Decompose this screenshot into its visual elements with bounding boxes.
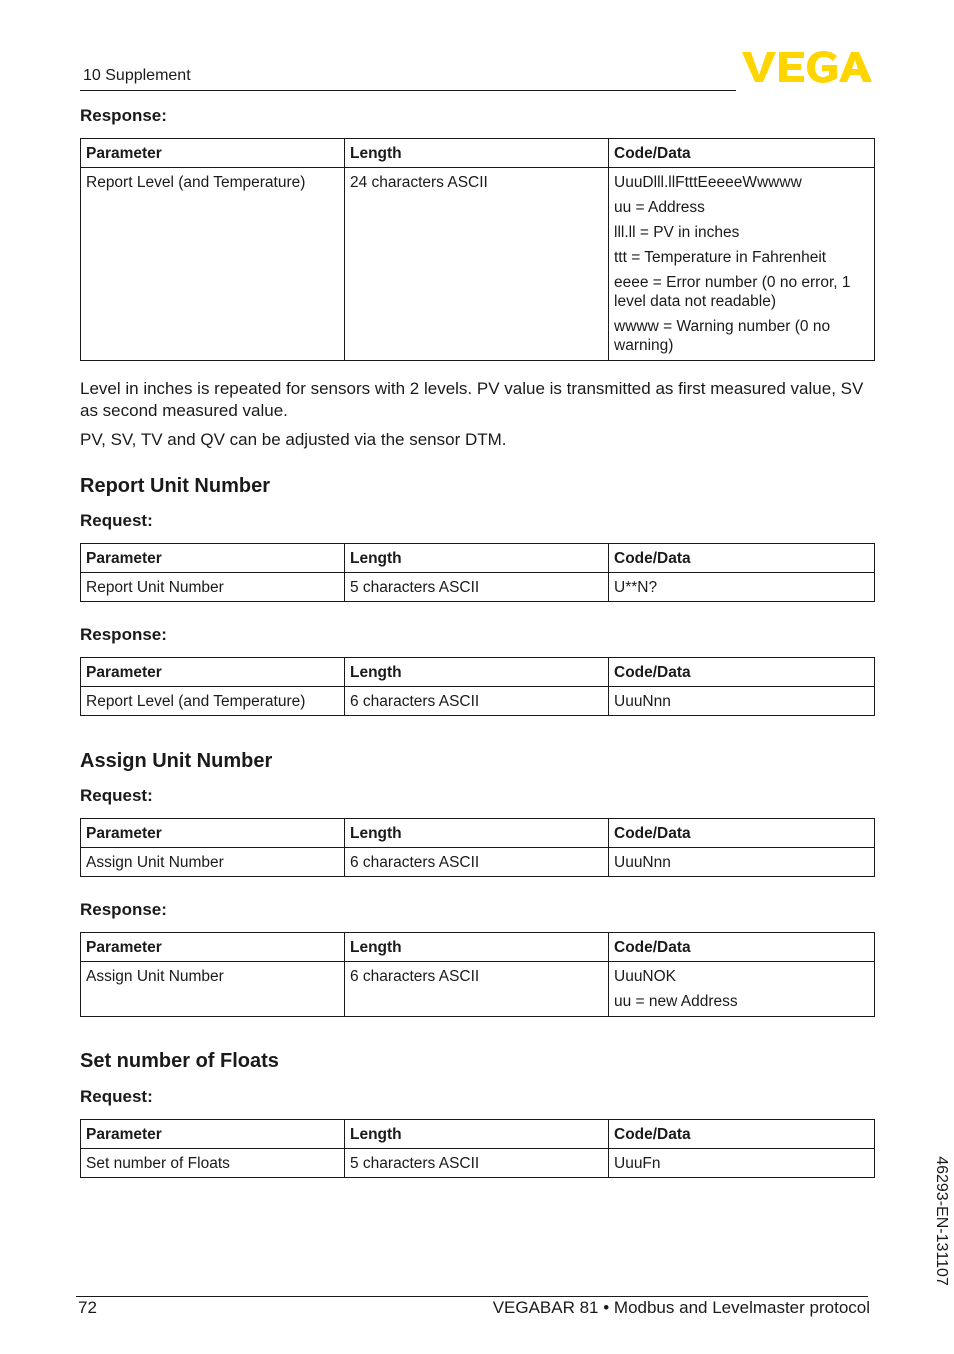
header-length: Length bbox=[345, 139, 609, 168]
header-parameter: Parameter bbox=[81, 544, 345, 573]
response-label: Response: bbox=[80, 900, 167, 919]
cell-length: 6 characters ASCII bbox=[345, 962, 609, 1017]
header-code-data: Code/Data bbox=[609, 658, 875, 687]
header-length: Length bbox=[345, 1120, 609, 1149]
footer-divider bbox=[76, 1296, 868, 1297]
request-table-assign-unit bbox=[80, 818, 875, 877]
cell-parameter: Report Unit Number bbox=[81, 573, 345, 602]
cell-length: 5 characters ASCII bbox=[345, 573, 609, 602]
header-length: Length bbox=[345, 933, 609, 962]
running-header-section: 10 Supplement bbox=[83, 67, 191, 84]
cell-parameter: Report Level (and Temperature) bbox=[81, 687, 345, 716]
table-row bbox=[81, 573, 875, 602]
code-line: lll.ll = PV in inches bbox=[614, 224, 740, 241]
code-line: uu = Address bbox=[614, 199, 705, 216]
header-code-data: Code/Data bbox=[609, 139, 875, 168]
code-line: eeee = Error number (0 no error, 1 level data not readable) bbox=[614, 274, 851, 310]
request-label: Request: bbox=[80, 1087, 153, 1106]
section-heading-report-unit-number: Report Unit Number bbox=[80, 475, 270, 497]
header-code-data: Code/Data bbox=[609, 544, 875, 573]
cell-code-data: U**N? bbox=[609, 573, 875, 602]
cell-code-data bbox=[609, 168, 875, 361]
cell-length: 6 characters ASCII bbox=[345, 848, 609, 877]
cell-length: 24 characters ASCII bbox=[345, 168, 609, 361]
code-line: UuuNOK bbox=[614, 968, 677, 985]
response-table-assign-unit bbox=[80, 932, 875, 1017]
cell-length: 5 characters ASCII bbox=[345, 1149, 609, 1178]
vega-logo bbox=[742, 50, 872, 84]
table-header-row bbox=[81, 1120, 875, 1149]
header-parameter: Parameter bbox=[81, 933, 345, 962]
table-header-row bbox=[81, 139, 875, 168]
header-divider bbox=[80, 90, 736, 91]
section-heading-assign-unit-number: Assign Unit Number bbox=[80, 750, 273, 772]
section-heading-set-number-of-floats: Set number of Floats bbox=[80, 1050, 279, 1072]
request-label: Request: bbox=[80, 511, 153, 530]
header-parameter: Parameter bbox=[81, 658, 345, 687]
cell-parameter: Assign Unit Number bbox=[81, 962, 345, 1017]
response-table-report-unit bbox=[80, 657, 875, 716]
cell-code-data: UuuNnn bbox=[609, 687, 875, 716]
document-code-vertical: 46293-EN-131107 bbox=[932, 1156, 950, 1286]
table-header-row bbox=[81, 819, 875, 848]
request-label: Request: bbox=[80, 786, 153, 805]
header-code-data: Code/Data bbox=[609, 933, 875, 962]
document-title: VEGABAR 81 • Modbus and Levelmaster protocol bbox=[492, 1298, 870, 1317]
table-row bbox=[81, 687, 875, 716]
header-code-data: Code/Data bbox=[609, 819, 875, 848]
header-code-data: Code/Data bbox=[609, 1120, 875, 1149]
header-length: Length bbox=[345, 658, 609, 687]
header-parameter: Parameter bbox=[81, 1120, 345, 1149]
response-table-report-level bbox=[80, 138, 875, 361]
header-length: Length bbox=[345, 819, 609, 848]
page-number: 72 bbox=[78, 1298, 97, 1317]
header-parameter: Parameter bbox=[81, 819, 345, 848]
table-row bbox=[81, 962, 875, 1017]
response-label: Response: bbox=[80, 106, 167, 125]
response-label: Response: bbox=[80, 625, 167, 644]
cell-length: 6 characters ASCII bbox=[345, 687, 609, 716]
code-line: UuuDlll.llFtttEeeeeWwwww bbox=[614, 174, 802, 191]
header-parameter: Parameter bbox=[81, 139, 345, 168]
table-row bbox=[81, 848, 875, 877]
cell-parameter: Set number of Floats bbox=[81, 1149, 345, 1178]
cell-parameter: Report Level (and Temperature) bbox=[81, 168, 345, 361]
cell-parameter: Assign Unit Number bbox=[81, 848, 345, 877]
table-header-row bbox=[81, 544, 875, 573]
paragraph-level-repeat: Level in inches is repeated for sensors with 2 levels. PV value is transmitted as first measured value, SV as second measured value. bbox=[80, 379, 864, 420]
table-row bbox=[81, 168, 875, 361]
table-header-row bbox=[81, 933, 875, 962]
table-row bbox=[81, 1149, 875, 1178]
code-line: ttt = Temperature in Fahrenheit bbox=[614, 249, 827, 266]
request-table-report-unit bbox=[80, 543, 875, 602]
cell-code-data: UuuFn bbox=[609, 1149, 875, 1178]
code-line: uu = new Address bbox=[614, 993, 738, 1010]
cell-code-data bbox=[609, 962, 875, 1017]
cell-code-data: UuuNnn bbox=[609, 848, 875, 877]
header-length: Length bbox=[345, 544, 609, 573]
code-line: wwww = Warning number (0 no warning) bbox=[614, 318, 831, 354]
paragraph-dtm-adjust: PV, SV, TV and QV can be adjusted via the sensor DTM. bbox=[80, 430, 507, 449]
request-table-set-floats bbox=[80, 1119, 875, 1178]
table-header-row bbox=[81, 658, 875, 687]
